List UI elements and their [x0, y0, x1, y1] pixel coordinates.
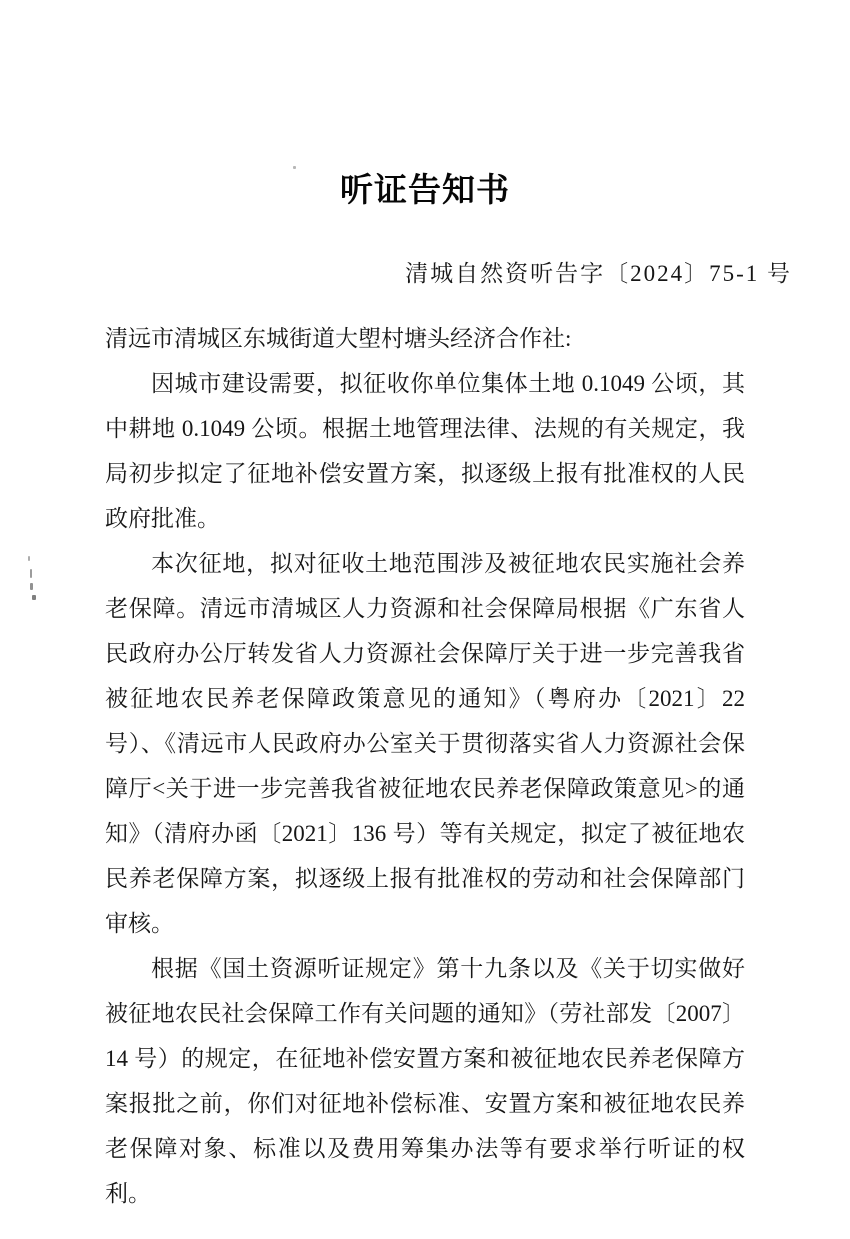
document-body	[0, 316, 850, 1216]
document-number: 清城自然资听告字〔2024〕75-1 号	[405, 261, 792, 286]
paragraph-2: 本次征地，拟对征收土地范围涉及被征地农民实施社会养老保障。清远市清城区人力资源和社会保障局根据《广东省人民政府办公厅转发省人力资源社会保障厅关于进一步完善我省被征地农民养老保障政策意见的通知》（粤府办〔2021〕22 号）、《清远市人民政府办公室关于贯彻落实省人力资源社会保障厅<关于进一步完善我省被征地农民养老保障政策意见>的通知》（清府办函〔2021〕136 号）等有关规定，拟定了被征地农民养老保障方案，拟逐级上报有批准权的劳动和社会保障部门审核。	[105, 551, 745, 936]
document-title: 听证告知书	[340, 171, 510, 208]
paragraph-3: 根据《国土资源听证规定》第十九条以及《关于切实做好被征地农民社会保障工作有关问题的通知》（劳社部发〔2007〕14 号）的规定，在征地补偿安置方案和被征地农民养老保障方案报批之前，你们对征地补偿标准、安置方案和被征地农民养老保障对象、标准以及费用筹集办法等有要求举行听证的权利。	[105, 956, 745, 1206]
paragraph-1: 因城市建设需要，拟征收你单位集体土地 0.1049 公顷，其中耕地 0.1049 公顷。根据土地管理法律、法规的有关规定，我局初步拟定了征地补偿安置方案，拟逐级上报有批准权的人民政府批准。	[105, 371, 745, 531]
addressee-line: 清远市清城区东城街道大塱村塘头经济合作社:	[105, 326, 572, 351]
